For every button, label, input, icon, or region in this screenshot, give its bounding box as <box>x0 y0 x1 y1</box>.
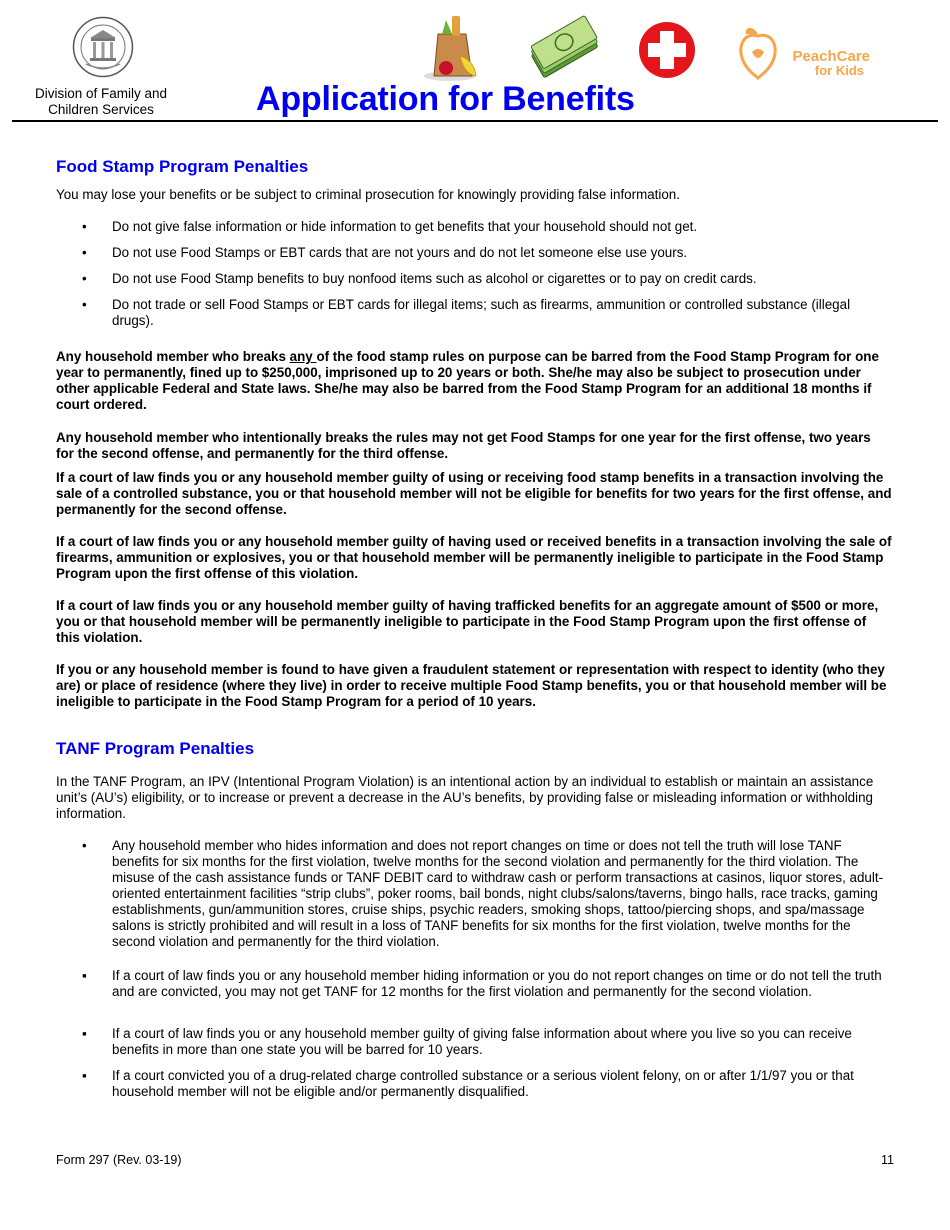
list-item-text: Any household member who hides information and does not report changes on time or does not tell the truth will lose TANF benefits for six months for the first violation, twelve months for the second violation and permanently for the third violation. The misuse of the cash assistance funds or TANF DEBIT card to withdraw cash or perform transactions at casinos, liquor stores, adult-oriented entertainment facilities “strip clubs”, poker rooms, bail bonds, night clubs/salons/taverns, bingo halls, race tracks, gaming establishments, gun/ammunition stores, cruise ships, psychic readers, smoking shops, tattoo/piercing shops, and spa/massage salons is strictly prohibited and will result in a loss of TANF benefits for six months for the first violation, twelve months for the second violation and permanently for the third violation. <box>112 838 884 949</box>
food-stamp-penalty-paragraphs <box>56 349 892 710</box>
agency-line-1: Division of Family and <box>34 86 168 101</box>
square-bullet-icon: ▪ <box>82 968 87 983</box>
food-stamp-bullet-list <box>56 219 892 329</box>
paragraph-text: Any household member who breaks <box>56 349 290 364</box>
list-item <box>56 219 892 235</box>
paragraph-text: of the food stamp rules on purpose can be barred from the Food Stamp Program for one year to permanently, fined up to $250,000, imprisoned up to 20 years or both. She/he may also be subject to prosecution under other applicable Federal and State laws. She/he may also be barred from the Food Stamp Program for an additional 18 months if court ordered. <box>56 349 879 412</box>
list-item <box>56 1068 892 1100</box>
bullet-icon: • <box>82 297 87 312</box>
tanf-bullet-list <box>56 838 892 1100</box>
list-item-text: If a court convicted you of a drug-related charge controlled substance or a serious violent felony, on or after 1/1/97 you or that household member will not be eligible and/or permanently disqualified. <box>112 1068 854 1099</box>
emphasis-any: any <box>289 349 317 364</box>
list-item-text: Do not use Food Stamps or EBT cards that are not yours and do not let someone else use yours. <box>112 245 688 260</box>
page-title: Application for Benefits <box>256 80 635 118</box>
penalty-paragraph-3: If a court of law finds you or any household member guilty of using or receiving food stamp benefits in a transaction involving the sale of a controlled substance, you or that household member will not be eligible for benefits for two years for the first offense, and permanently for the second offense. <box>56 470 892 517</box>
tanf-intro: In the TANF Program, an IPV (Intentional Program Violation) is an intentional action by an individual to establish or maintain an assistance unit’s (AU’s) eligibility, or to increase or prevent a decrease in the AU’s benefits, by providing false or misleading information or withholding information. <box>56 774 874 821</box>
bullet-icon: • <box>82 838 87 853</box>
bullet-icon: • <box>82 271 87 286</box>
page-number: 11 <box>881 1153 894 1167</box>
bullet-icon: • <box>82 219 87 234</box>
peachcare-line-2: for Kids <box>814 63 864 78</box>
penalty-paragraph-5: If a court of law finds you or any household member guilty of having trafficked benefits for an aggregate amount of $500 or more, you or that household member will be permanently ineligible to participate in the Food Stamp Program upon the first offense of this violation. <box>56 598 879 645</box>
list-item <box>56 1026 892 1058</box>
georgia-seal-icon <box>72 16 134 78</box>
list-item-text: Do not give false information or hide information to get benefits that your household should not get. <box>112 219 698 234</box>
penalty-paragraph-6: If you or any household member is found to have given a fraudulent statement or representation with respect to identity (who they are) or place of residence (where they live) in order to receive multiple Food Stamp benefits, you or that household member will be ineligible to participate in the Food Stamp Program for a period of 10 years. <box>56 662 887 709</box>
list-item-text: Do not use Food Stamp benefits to buy nonfood items such as alcohol or cigarettes or to pay on credit cards. <box>112 271 757 286</box>
list-item-text: If a court of law finds you or any household member hiding information or you do not report changes on time or do not tell the truth and are convicted, you may not get TANF for 12 months for the first violation and permanently for the second violation. <box>112 968 882 999</box>
main-content <box>56 156 892 1100</box>
tanf-heading: TANF Program Penalties <box>56 739 255 758</box>
peachcare-logo-icon <box>738 22 778 80</box>
peachcare-line-1: PeachCare <box>792 48 870 65</box>
penalty-paragraph-4: If a court of law finds you or any household member guilty of having used or received benefits in a transaction involving the sale of firearms, ammunition or explosives, you or that household member will be permanently ineligible to participate in the Food Stamp Program upon the first offense of this violation. <box>56 534 892 581</box>
bullet-icon: • <box>82 245 87 260</box>
grocery-bag-icon <box>420 10 490 84</box>
list-item <box>56 838 892 950</box>
food-stamp-heading: Food Stamp Program Penalties <box>56 157 309 176</box>
list-item-text: Do not trade or sell Food Stamps or EBT cards for illegal items; such as firearms, ammunition or controlled substance (illegal drugs). <box>112 297 851 328</box>
red-cross-icon <box>638 21 696 79</box>
list-item <box>56 245 892 261</box>
list-item <box>56 297 892 329</box>
agency-line-2: Children Services <box>48 102 154 117</box>
header-divider <box>12 120 938 122</box>
food-stamp-intro: You may lose your benefits or be subject to criminal prosecution for knowingly providing false information. <box>56 187 680 202</box>
form-number: Form 297 (Rev. 03-19) <box>56 1153 182 1167</box>
list-item-text: If a court of law finds you or any household member guilty of giving false information about where you live so you can receive benefits in more than one state you will be barred for 10 years. <box>112 1026 852 1057</box>
penalty-paragraph-2: Any household member who intentionally breaks the rules may not get Food Stamps for one year for the first offense, two years for the second offense, and permanently for the third offense. <box>56 430 871 461</box>
square-bullet-icon: ▪ <box>82 1068 87 1083</box>
money-stack-icon <box>528 14 600 82</box>
peachcare-wordmark <box>790 50 870 78</box>
agency-name <box>20 86 182 118</box>
list-item <box>56 968 892 1000</box>
square-bullet-icon: ▪ <box>82 1026 87 1041</box>
list-item <box>56 271 892 287</box>
penalty-paragraph-1 <box>56 349 892 413</box>
